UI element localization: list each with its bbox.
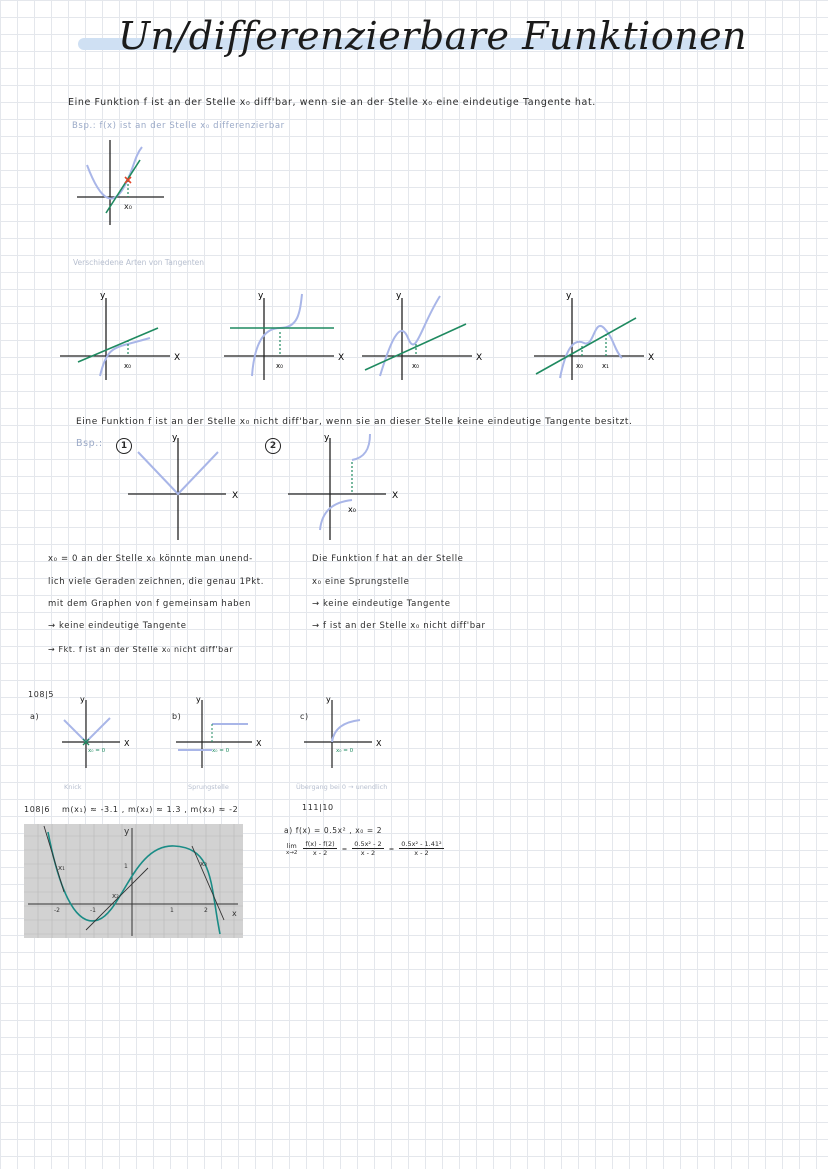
c-y: y xyxy=(326,695,331,704)
note-right-2: → keine eindeutige Tangente xyxy=(312,599,451,609)
nd1-y-label: y xyxy=(172,433,178,443)
tg2-x-label: X xyxy=(338,353,345,363)
example-diffbar xyxy=(72,121,285,131)
ex-108-5-b: b) xyxy=(172,712,182,721)
nd2-y-label: y xyxy=(324,433,330,443)
b-x0: x₀ = 0 xyxy=(212,748,230,754)
tangent-graph-3 xyxy=(360,288,500,383)
limit-expression xyxy=(286,840,444,857)
tg4-x1: x₁ xyxy=(602,362,609,370)
tg1-y-label: y xyxy=(100,291,106,301)
eq-2: = xyxy=(388,844,395,853)
tg3-x0: x₀ xyxy=(412,362,419,370)
frac-2-den: x - 2 xyxy=(360,849,376,857)
non-diff-bsp: Bsp.: xyxy=(76,438,103,449)
lim-text: lim xyxy=(286,841,297,850)
definition-not-diffbar: Eine Funktion f ist an der Stelle x₀ nicht diff'bar, wenn sie an dieser Stelle keine eindeutige Tangente besitzt. xyxy=(76,417,633,427)
tg2-y-label: y xyxy=(258,291,264,301)
ex-111-10-line1: a) f(x) = 0.5x² , x₀ = 2 xyxy=(284,826,383,835)
note-left-1: lich viele Geraden zeichnen, die genau 1Pkt. xyxy=(48,577,265,587)
frac-3 xyxy=(399,840,443,857)
ex-108-5-b-graph xyxy=(172,694,272,772)
tg3-y-label: y xyxy=(396,291,402,301)
tangent-graph-2 xyxy=(222,288,362,383)
note-right-1: x₀ eine Sprungstelle xyxy=(312,577,410,587)
photo-t1: 1 xyxy=(170,907,174,914)
photo-x2: x₂ xyxy=(112,892,119,900)
nd1-x-label: X xyxy=(232,491,239,501)
ex-108-5-a: a) xyxy=(30,712,40,721)
circle-2-label: 2 xyxy=(265,438,281,454)
ex-108-6-number: 108|6 xyxy=(24,805,51,814)
frac-1-den: x - 2 xyxy=(312,849,328,857)
ex-108-5-c-graph xyxy=(298,694,398,772)
note-left-2: mit dem Graphen von f gemeinsam haben xyxy=(48,599,251,609)
c-x0: x₀ = 0 xyxy=(336,748,354,754)
frac-1-num: f(x) - f(2) xyxy=(305,840,335,848)
tg4-y-label: y xyxy=(566,291,572,301)
ex-108-5-c: c) xyxy=(300,712,309,721)
ex-108-5-b-caption: Sprungstelle xyxy=(188,783,229,791)
intro-graph xyxy=(72,135,172,230)
photo-tm2: -2 xyxy=(54,907,60,914)
definition-diffbar: Eine Funktion f ist an der Stelle x₀ diff'bar, wenn sie an der Stelle x₀ eine eindeutige Tangente hat. xyxy=(68,97,596,108)
tangent-types-caption: Verschiedene Arten von Tangenten xyxy=(73,258,205,267)
tg2-x0: x₀ xyxy=(276,362,283,370)
ex-108-5-a-graph xyxy=(58,694,148,772)
page-title: Un/differenzierbare Funktionen xyxy=(118,14,748,58)
b-y: y xyxy=(196,695,201,704)
note-right-3: → f ist an der Stelle x₀ nicht diff'bar xyxy=(312,621,486,631)
b-x: X xyxy=(256,739,262,748)
photo-ty: 1 xyxy=(124,863,128,870)
nd2-x0: x₀ xyxy=(348,505,356,514)
frac-3-num: 0.5x² - 1.41² xyxy=(401,840,442,848)
exercise-photo xyxy=(24,824,243,938)
nd2-x-label: X xyxy=(392,491,399,501)
lim-sub: x→2 xyxy=(286,849,298,856)
ex-111-10-number: 111|10 xyxy=(302,803,334,812)
note-left-4: → Fkt. f ist an der Stelle x₀ nicht diff'bar xyxy=(48,645,234,654)
ex-108-5-a-caption: Knick xyxy=(64,783,82,791)
note-right-0: Die Funktion f hat an der Stelle xyxy=(312,554,464,564)
tangent-graph-1 xyxy=(58,288,198,383)
tg3-x-label: X xyxy=(476,353,483,363)
eq-1: = xyxy=(341,844,348,853)
tg1-x-label: X xyxy=(174,353,181,363)
intro-x0-label: x₀ xyxy=(124,202,132,211)
a-y: y xyxy=(80,695,85,704)
photo-x: x xyxy=(232,909,237,918)
tg4-x0: x₀ xyxy=(576,362,583,370)
photo-x3: x₃ xyxy=(200,860,207,868)
circle-1-label: 1 xyxy=(116,438,132,454)
photo-x1: x₁ xyxy=(58,864,65,872)
example-number-2 xyxy=(265,433,281,454)
photo-tm1: -1 xyxy=(90,907,96,914)
frac-2-num: 0.5x² - 2 xyxy=(354,840,382,848)
note-left-3: → keine eindeutige Tangente xyxy=(48,621,187,631)
ex-108-5-number: 108|5 xyxy=(28,690,55,699)
ex-108-6-result: m(x₁) ≈ -3.1 , m(x₂) ≈ 1.3 , m(x₃) ≈ -2 xyxy=(62,805,239,814)
a-x: X xyxy=(124,739,130,748)
photo-y: y xyxy=(124,827,130,837)
frac-1 xyxy=(303,840,336,857)
tg1-x0: x₀ xyxy=(124,362,131,370)
example-text: Bsp.: f(x) ist an der Stelle x₀ differenzierbar xyxy=(72,121,285,131)
c-x: X xyxy=(376,739,382,748)
ex-108-5-c-caption: Übergang bei 0 → unendlich xyxy=(296,783,388,791)
lim-block xyxy=(286,842,297,856)
photo-t2: 2 xyxy=(204,907,208,914)
note-left-0: x₀ = 0 an der Stelle x₀ könnte man unend- xyxy=(48,554,253,564)
non-diff-graph-1 xyxy=(124,430,264,545)
frac-3-den: x - 2 xyxy=(414,849,429,857)
non-diff-graph-2 xyxy=(284,430,424,545)
tg4-x-label: X xyxy=(648,353,655,363)
a-x0: x₀ = 0 xyxy=(88,748,106,754)
frac-2 xyxy=(352,840,383,857)
photo-graph xyxy=(24,824,243,938)
tangent-graph-4 xyxy=(532,288,672,383)
